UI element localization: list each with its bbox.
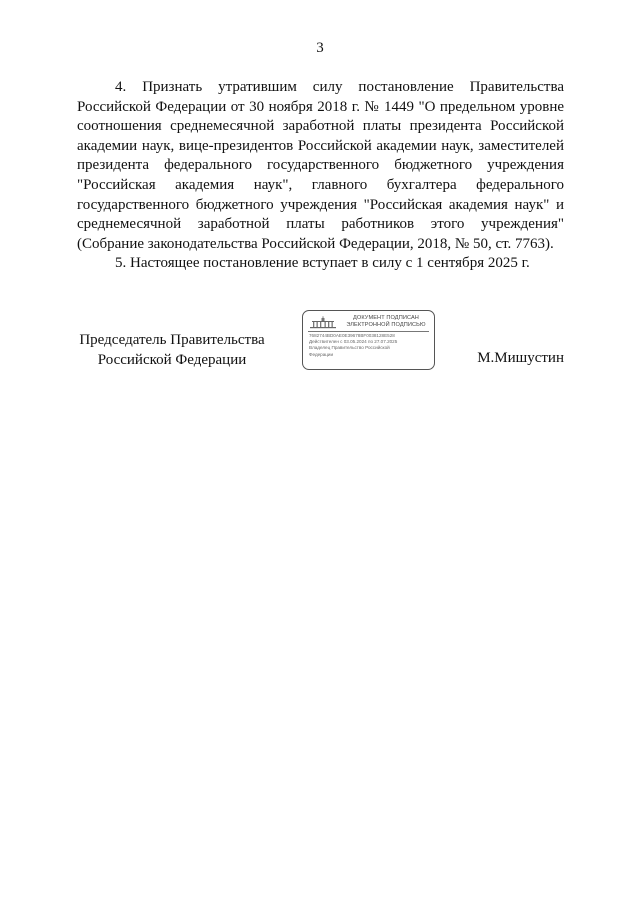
stamp-header-line-1: ДОКУМЕНТ ПОДПИСАН	[353, 315, 419, 321]
paragraph-5: 5. Настоящее постановление вступает в силу с 1 сентября 2025 г.	[115, 255, 530, 272]
electronic-signature-stamp	[302, 310, 435, 370]
paragraph-4: 4. Признать утратившим силу постановление Правительства Российской Федерации от 30 ноября 2018 г. № 1449 "О предельном уровне соотношения среднемесячной заработной платы президента Российской академии наук, вице-президентов Российской академии наук, заместителей президента федерального государственного бюджетного учреждения "Российская академия наук", главного бухгалтера федерального государственного бюджетного учреждения "Российская академия наук" и среднемесячной заработной платы работников этого учреждения" (Собрание законодательства Российской Федерации, 2018, № 50, ст. 7763).	[77, 79, 564, 252]
signer-title-line-2: Российской Федерации	[97, 352, 247, 368]
signer-title	[77, 330, 267, 370]
signature-block	[77, 315, 564, 376]
page-number: 3	[316, 40, 324, 56]
signer-title-line-1: Председатель Правительства	[79, 332, 265, 348]
stamp-validity: Действителен с 03.05.2024 по 27.07.2025	[309, 339, 398, 345]
signer-name: М.Мишустин	[477, 350, 564, 366]
stamp-owner-line-2: Федерации	[309, 351, 334, 357]
stamp-certificate: 7682744BD0AE0E39678BF0038128E528	[309, 333, 395, 338]
stamp-header-line-2: ЭЛЕКТРОННОЙ ПОДПИСЬЮ	[346, 322, 426, 328]
stamp-owner-line-1: Владелец Правительство Российской	[309, 345, 390, 351]
stamp-header	[340, 315, 432, 329]
document-body	[77, 78, 564, 274]
government-building-icon	[309, 316, 337, 329]
stamp-divider	[308, 331, 429, 332]
stamp-details	[309, 333, 431, 358]
